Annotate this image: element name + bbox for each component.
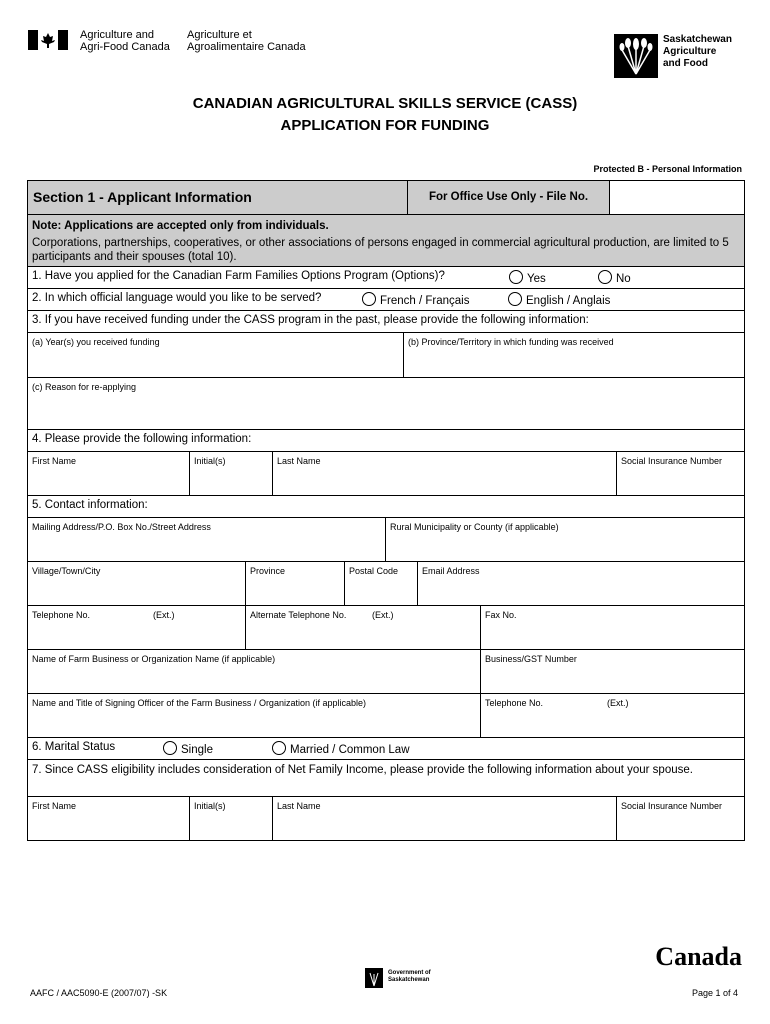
- years-funded-field[interactable]: (a) Year(s) you received funding: [32, 337, 160, 347]
- options-no-radio[interactable]: No: [598, 270, 631, 285]
- note-text: Corporations, partnerships, cooperatives, or other associations of persons engaged in commercial agricultural production, are limited to 5 participants and their spouses (total 10).: [32, 237, 729, 263]
- page-number: Page 1 of 4: [691, 988, 738, 998]
- initials-field[interactable]: Initial(s): [189, 452, 272, 495]
- note-bold: Note: Applications are accepted only from individuals.: [32, 220, 329, 232]
- protected-label: Protected B - Personal Information: [593, 164, 742, 174]
- saskatchewan-ministry-name: Saskatchewan Agriculture and Food: [663, 34, 732, 69]
- question-7-text: 7. Since CASS eligibility includes consideration of Net Family Income, please provide the following information about your spouse.: [32, 764, 693, 776]
- province-field[interactable]: Province: [245, 562, 344, 605]
- telephone-row: [28, 606, 744, 650]
- question-3-text: 3. If you have received funding under the CASS program in the past, please provide the following information:: [32, 314, 589, 326]
- spouse-name-row: [28, 797, 744, 841]
- spouse-first-name-field[interactable]: First Name: [32, 801, 77, 811]
- gst-number-field[interactable]: Business/GST Number: [480, 650, 744, 693]
- question-6-text: 6. Marital Status: [32, 741, 116, 753]
- question-4-row: [28, 430, 744, 452]
- options-yes-radio[interactable]: Yes: [509, 270, 546, 285]
- officer-telephone-field[interactable]: Telephone No. (Ext.): [480, 694, 744, 737]
- farm-business-name-field[interactable]: Name of Farm Business or Organization Name (if applicable): [32, 654, 276, 664]
- spouse-initials-field[interactable]: Initial(s): [189, 797, 272, 840]
- city-field[interactable]: Village/Town/City: [32, 566, 101, 576]
- file-number-field[interactable]: [609, 181, 744, 214]
- question-3-fields-row: [28, 333, 744, 378]
- mailing-address-field[interactable]: Mailing Address/P.O. Box No./Street Address: [32, 522, 211, 532]
- sin-field[interactable]: Social Insurance Number: [616, 452, 744, 495]
- spouse-sin-field[interactable]: Social Insurance Number: [616, 797, 744, 840]
- applicant-name-row: [28, 452, 744, 496]
- form-code: AAFC / AAC5090-E (2007/07) -SK: [30, 988, 168, 998]
- telephone-field[interactable]: Telephone No. (Ext.): [32, 610, 175, 620]
- language-french-radio[interactable]: French / Français: [362, 292, 469, 307]
- federal-department-name-fr: Agriculture et Agroalimentaire Canada: [187, 29, 306, 53]
- section-header: [28, 181, 744, 215]
- question-3-row: [28, 311, 744, 333]
- marital-single-radio[interactable]: Single: [163, 741, 213, 756]
- section-title: Section 1 - Applicant Information: [33, 189, 252, 205]
- alternate-telephone-field[interactable]: Alternate Telephone No. (Ext.): [245, 606, 480, 649]
- last-name-field[interactable]: Last Name: [272, 452, 616, 495]
- postal-code-field[interactable]: Postal Code: [344, 562, 417, 605]
- question-6-row: [28, 738, 744, 760]
- wheat-sheaf-logo-icon: [614, 34, 658, 78]
- signing-officer-row: [28, 694, 744, 738]
- form-title: CANADIAN AGRICULTURAL SKILLS SERVICE (CASS): [192, 95, 578, 112]
- applicant-form: [27, 180, 745, 841]
- question-2-row: [28, 289, 744, 311]
- question-7-row: [28, 760, 744, 797]
- federal-department-name-en: Agriculture and Agri-Food Canada: [80, 29, 170, 53]
- government-of-saskatchewan-text: Government of Saskatchewan: [388, 970, 431, 983]
- question-5-text: 5. Contact information:: [32, 499, 148, 511]
- canada-flag-icon: [28, 30, 68, 50]
- question-1-text: 1. Have you applied for the Canadian Farm Families Options Program (Options)?: [32, 270, 445, 282]
- office-use-label-cell: For Office Use Only - File No.: [407, 181, 609, 214]
- marital-married-radio[interactable]: Married / Common Law: [272, 741, 410, 756]
- reapply-reason-row: [28, 378, 744, 430]
- reapply-reason-field[interactable]: (c) Reason for re-applying: [32, 382, 137, 392]
- farm-business-row: [28, 650, 744, 694]
- section-note: [28, 215, 744, 267]
- signing-officer-field[interactable]: Name and Title of Signing Officer of the Farm Business / Organization (if applicable): [32, 698, 366, 708]
- fax-field[interactable]: Fax No.: [480, 606, 744, 649]
- question-1-row: [28, 267, 744, 289]
- address-row: [28, 518, 744, 562]
- funding-province-field[interactable]: (b) Province/Territory in which funding was received: [403, 333, 744, 377]
- email-field[interactable]: Email Address: [417, 562, 744, 605]
- city-row: [28, 562, 744, 606]
- question-2-text: 2. In which official language would you like to be served?: [32, 292, 322, 304]
- question-5-row: [28, 496, 744, 518]
- language-english-radio[interactable]: English / Anglais: [508, 292, 610, 307]
- saskatchewan-government-icon: [365, 968, 383, 988]
- canada-wordmark: Canada: [655, 942, 742, 971]
- spouse-last-name-field[interactable]: Last Name: [272, 797, 616, 840]
- first-name-field[interactable]: First Name: [32, 456, 77, 466]
- question-4-text: 4. Please provide the following information:: [32, 433, 252, 445]
- rural-municipality-field[interactable]: Rural Municipality or County (if applicable): [385, 518, 744, 561]
- form-subtitle: APPLICATION FOR FUNDING: [280, 117, 490, 134]
